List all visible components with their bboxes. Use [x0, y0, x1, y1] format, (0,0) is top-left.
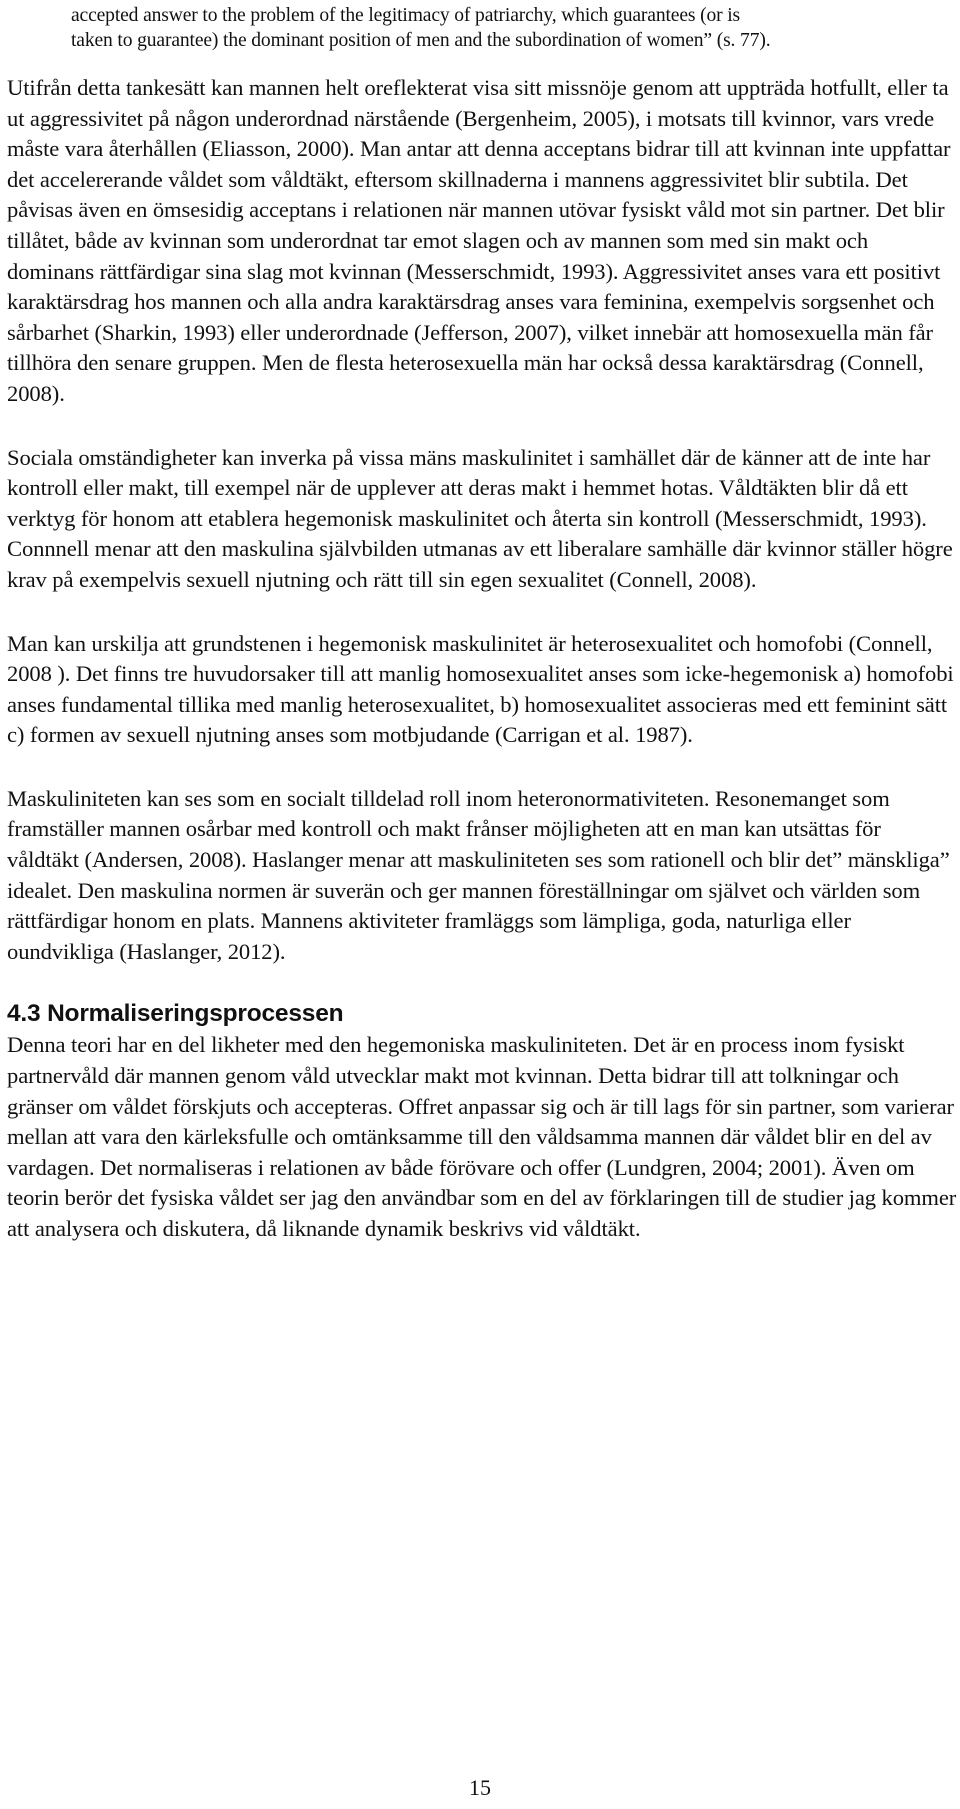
- document-page: [7, 0, 957, 1245]
- paragraph-masculinity-aggression: Utifrån detta tankesätt kan mannen helt oreflekterat visa sitt missnöje genom att uppträda hotfullt, eller ta ut aggressivitet på någon underordnad närstående (Bergenheim, 2005), i motsats till kvinnor, vars vrede måste vara återhållen (Eliasson, 2000). Man antar att denna acceptans bidrar till att kvinnan inte uppfattar det accelererande våldet som våldtäkt, eftersom skillnaderna i mannens aggressivitet blir subtila. Det påvisas även en ömsesidig acceptans i relationen när mannen utövar fysiskt våld mot sin partner. Det blir tillåtet, både av kvinnan som underordnat tar emot slagen och av mannen som med sin makt och dominans rättfärdigar sina slag mot kvinnan (Messerschmidt, 1993). Aggressivitet anses vara ett positivt karaktärsdrag hos mannen och alla andra karaktärsdrag anses vara feminina, exempelvis sorgsenhet och sårbarhet (Sharkin, 1993) eller underordnade (Jefferson, 2007), vilket innebär att homosexuella män får tillhöra den senare gruppen. Men de flesta heterosexuella män har också dessa karaktärsdrag (Connell, 2008).: [7, 75, 951, 406]
- page-number: 15: [469, 1775, 491, 1800]
- paragraph-normalization-process: Denna teori har en del likheter med den hegemoniska maskuliniteten. Det är en process inom fysiskt partnervåld där mannen genom våld utvecklar makt mot kvinnan. Detta bidrar till att tolkningar och gränser om våldet förskjuts och accepteras. Offret anpassar sig och är till lags för sin partner, som varierar mellan att vara den kärleksfulle och omtänksamme till den våldsamma mannen där våldet blir en del av vardagen. Det normaliseras i relationen av både förövare och offer (Lundgren, 2004; 2001). Även om teorin berör det fysiska våldet ser jag den användbar som en del av förklaringen till de studier jag kommer att analysera och diskutera, då liknande dynamik beskrivs vid våldtäkt.: [7, 1032, 957, 1241]
- block-quote: accepted answer to the problem of the legitimacy of patriarchy, which guarantees (or is taken to guarantee) the dominant position of men and the subordination of women” (s. 77).: [71, 5, 771, 51]
- paragraph-heterosexuality-homophobia: Man kan urskilja att grundstenen i hegemonisk maskulinitet är heterosexualitet och homofobi (Connell, 2008 ). Det finns tre huvudorsaker till att manlig homosexualitet anses som icke-hegemonisk a) homofobi anses fundamental tillika med manlig heterosexualitet, b) homosexualitet associeras med ett feminint sätt c) formen av sexuell njutning anses som motbjudande (Carrigan et al. 1987).: [7, 630, 954, 748]
- section-heading: 4.3 Normaliseringsprocessen: [7, 1000, 344, 1028]
- paragraph-heteronormativity: Maskuliniteten kan ses som en socialt tilldelad roll inom heteronormativiteten. Resonemanget som framställer mannen osårbar med kontroll och makt frånser möjligheten att en man kan utsättas för våldtäkt (Andersen, 2008). Haslanger menar att maskuliniteten ses som rationell och blir det” mänskliga” idealet. Den maskulina normen är suverän och ger mannen föreställningar om självet och världen som rättfärdigar honom en plats. Mannens aktiviteter framläggs som lämpliga, goda, naturliga eller oundvikliga (Haslanger, 2012).: [7, 785, 950, 964]
- paragraph-social-circumstances: Sociala omständigheter kan inverka på vissa mäns maskulinitet i samhället där de känner att de inte har kontroll eller makt, till exempel när de upplever att deras makt i hemmet hotas. Våldtäkten blir då ett verktyg för honom att etablera hegemonisk maskulinitet och återta sin kontroll (Messerschmidt, 1993). Connnell menar att den maskulina självbilden utmanas av ett liberalare samhälle där kvinnor ställer högre krav på exempelvis sexuell njutning och rätt till sin egen sexualitet (Connell, 2008).: [7, 444, 953, 592]
